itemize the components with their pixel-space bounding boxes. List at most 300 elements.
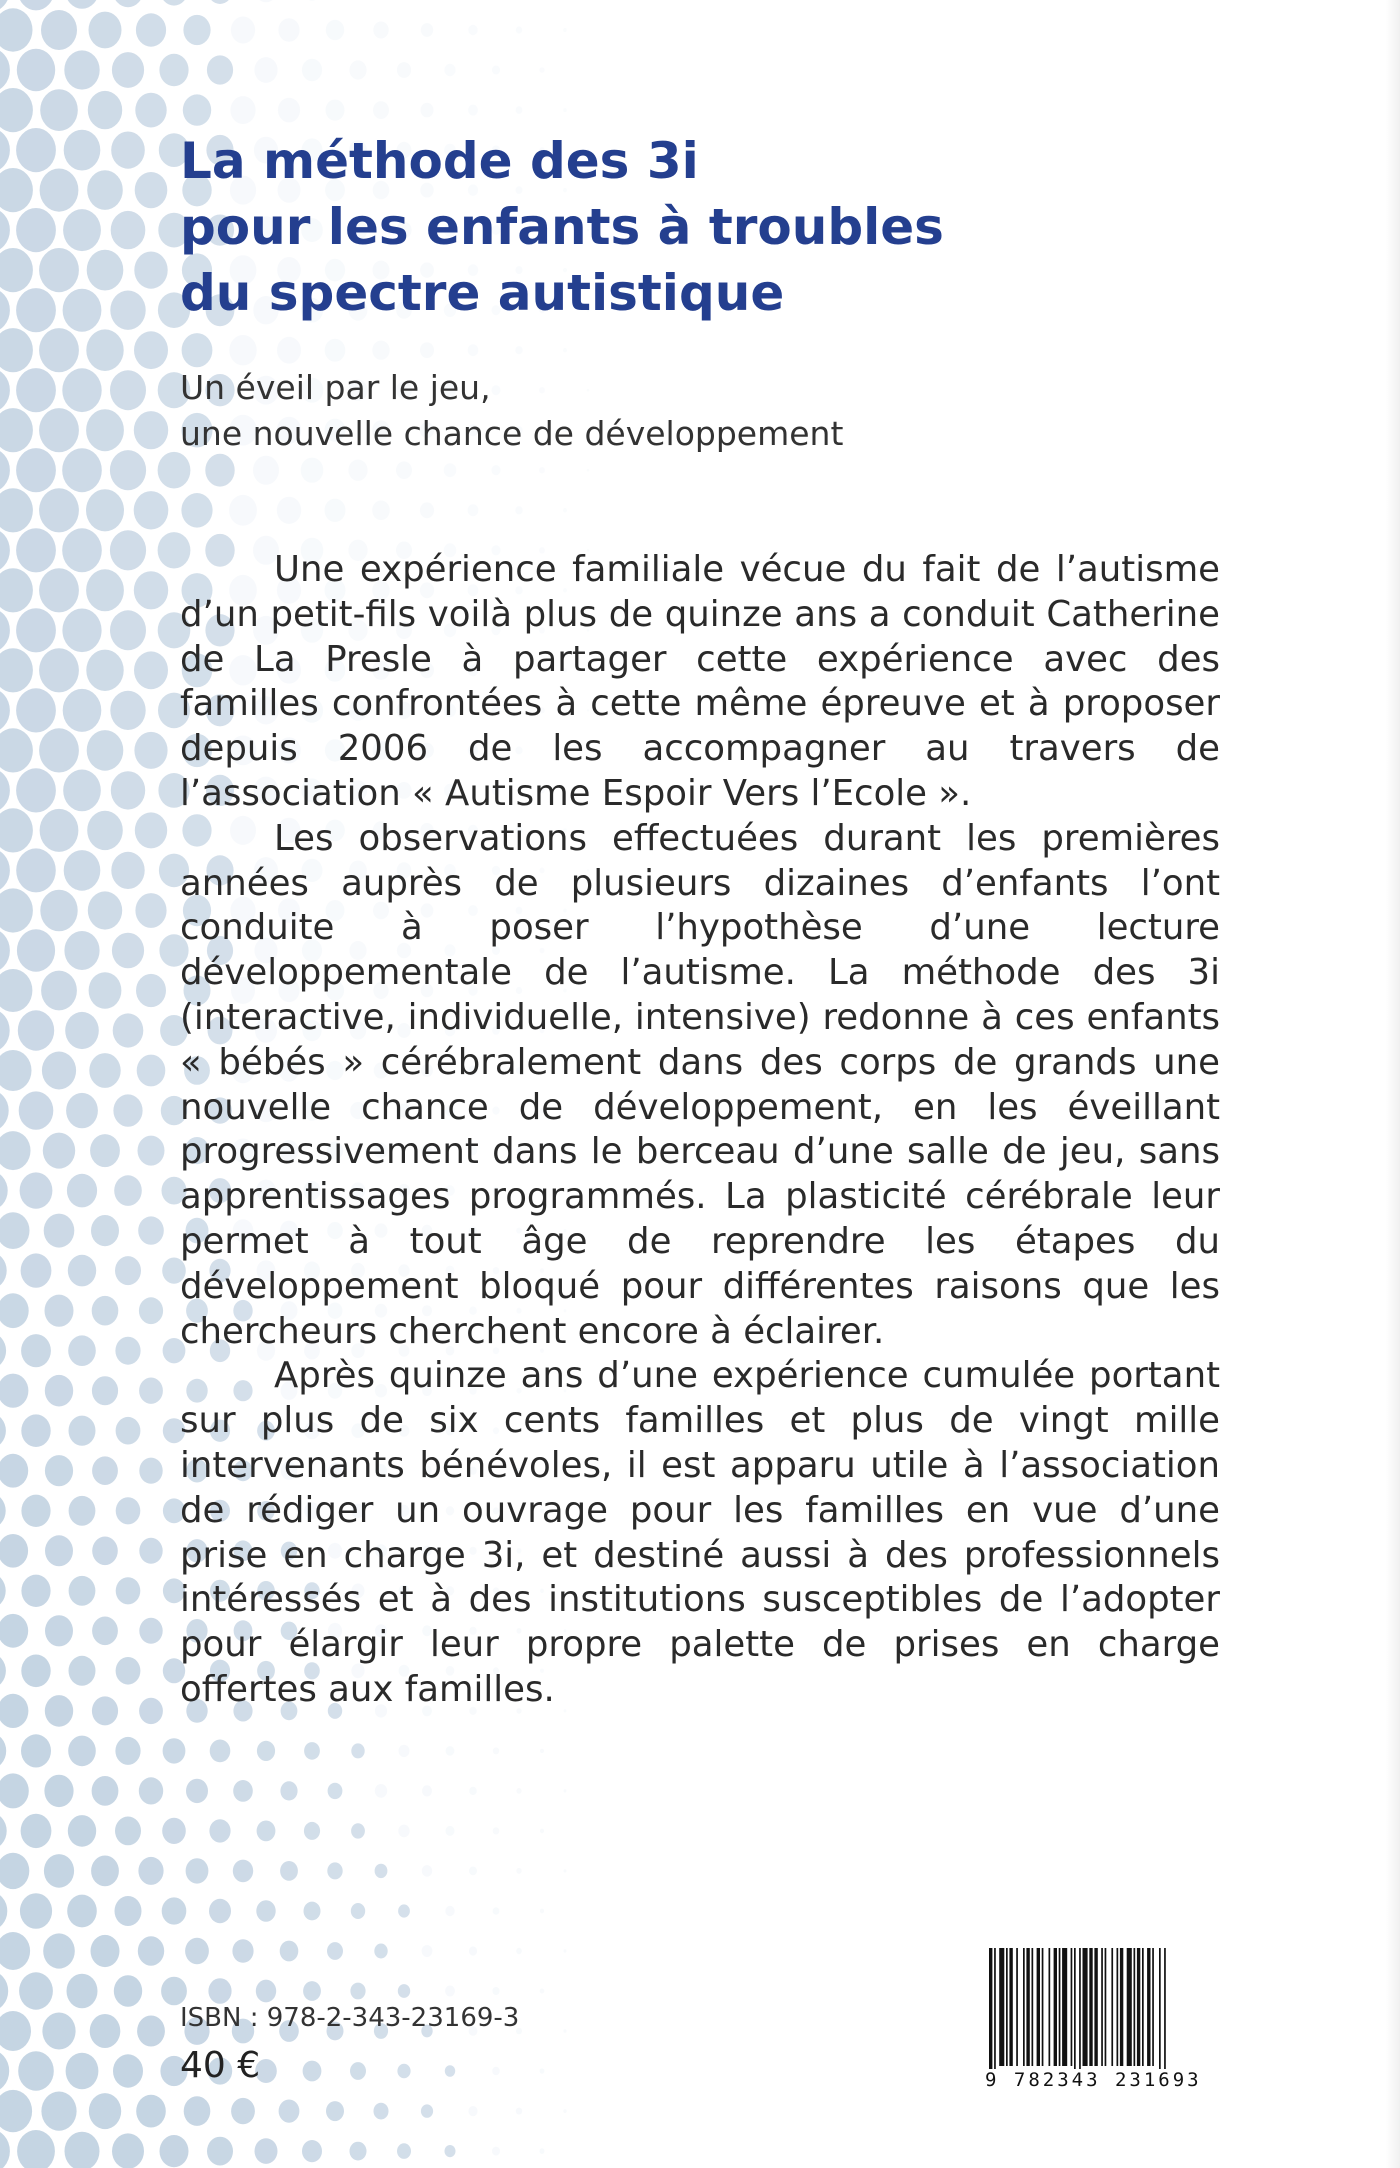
halftone-dot xyxy=(540,1909,544,1914)
barcode-bar xyxy=(1042,1948,1044,2066)
halftone-dot xyxy=(87,811,123,850)
halftone-dot xyxy=(92,1696,118,1725)
halftone-dot xyxy=(516,2108,522,2115)
halftone-dot xyxy=(39,648,79,692)
barcode-bar xyxy=(1049,1948,1051,2066)
halftone-dot xyxy=(422,1945,433,1957)
halftone-dot xyxy=(207,0,232,4)
halftone-dot xyxy=(92,1296,119,1326)
halftone-dot xyxy=(302,0,321,1)
subtitle-line: une nouvelle chance de développement xyxy=(180,414,844,453)
halftone-dot xyxy=(492,2147,500,2156)
halftone-dot xyxy=(16,688,56,732)
halftone-dot xyxy=(40,89,78,131)
halftone-dot xyxy=(563,28,567,32)
halftone-dot xyxy=(493,1827,500,1834)
halftone-dot xyxy=(45,1615,73,1646)
halftone-dot xyxy=(469,1867,477,1876)
halftone-dot xyxy=(375,1864,388,1878)
halftone-dot xyxy=(493,1907,500,1915)
barcode-bar xyxy=(1142,1948,1144,2066)
halftone-dot xyxy=(90,2014,121,2048)
halftone-dot xyxy=(21,1655,50,1688)
halftone-dot xyxy=(186,1858,209,1883)
blurb-paragraph: Les observations effectuées durant les premières années auprès de plusieurs dizaines d’enfants l’ont conduite à poser l’hypothèse d’une lecture développementale de l’autisme. La méthode des 3i (interactive, individuelle, intensive) redonne à ces enfants « bébés » cérébralement dans des corps de grands une nouvelle chance de développement, en les éveillant progressivement dans le berceau d’une salle de jeu, sans apprentissages programmés. La plasticité cérébrale leur permet à tout âge de reprendre les étapes du développement bloqué pour différentes raisons que les chercheurs cherchent encore à éclairer. xyxy=(180,817,1220,1352)
halftone-dot xyxy=(183,15,210,45)
halftone-dot xyxy=(492,2067,500,2075)
halftone-dot xyxy=(587,469,589,472)
halftone-dot xyxy=(63,689,102,732)
halftone-dot xyxy=(325,339,346,362)
halftone-dot xyxy=(515,506,522,514)
halftone-dot xyxy=(162,1897,187,1924)
halftone-dot xyxy=(233,1780,253,1802)
halftone-dot xyxy=(0,208,10,252)
halftone-dot xyxy=(540,2148,545,2154)
halftone-dot xyxy=(111,852,144,889)
halftone-dot xyxy=(257,1821,276,1842)
halftone-dot xyxy=(0,648,33,692)
halftone-dot xyxy=(350,2062,366,2080)
halftone-dot xyxy=(374,1944,387,1959)
halftone-dot xyxy=(18,0,55,10)
halftone-dot xyxy=(135,893,166,928)
halftone-dot xyxy=(162,1818,186,1844)
halftone-dot xyxy=(92,1617,118,1646)
halftone-dot xyxy=(233,1860,253,1883)
barcode-bar xyxy=(1120,1948,1123,2066)
halftone-dot xyxy=(257,1741,275,1761)
halftone-dot xyxy=(138,1936,164,1965)
halftone-dot xyxy=(373,101,389,119)
halftone-dot xyxy=(0,1534,28,1568)
halftone-dot xyxy=(396,461,412,479)
halftone-dot xyxy=(134,571,168,609)
halftone-dot xyxy=(0,848,10,892)
barcode-bar xyxy=(1062,1948,1067,2066)
halftone-dot xyxy=(231,2098,255,2124)
halftone-dot xyxy=(446,1746,455,1756)
halftone-dot xyxy=(64,130,101,171)
halftone-dot xyxy=(138,1857,163,1885)
halftone-dot xyxy=(375,1784,387,1798)
halftone-dot xyxy=(0,1892,7,1931)
halftone-dot xyxy=(230,96,255,124)
halftone-dot xyxy=(87,170,123,210)
halftone-dot xyxy=(185,1938,209,1964)
halftone-dot xyxy=(468,25,477,35)
halftone-dot xyxy=(69,1416,96,1446)
book-title xyxy=(180,128,944,326)
halftone-dot xyxy=(115,1896,142,1926)
halftone-dot xyxy=(468,105,478,116)
halftone-dot xyxy=(16,848,56,892)
halftone-dot xyxy=(136,2095,166,2128)
halftone-dot xyxy=(183,94,211,125)
halftone-dot xyxy=(89,1053,120,1088)
halftone-dot xyxy=(0,2011,31,2051)
halftone-dot xyxy=(63,289,102,332)
blurb xyxy=(180,548,1220,1713)
halftone-dot xyxy=(208,1978,231,2004)
halftone-dot xyxy=(0,1694,28,1728)
halftone-dot xyxy=(540,1749,544,1753)
halftone-dot xyxy=(0,1090,9,1131)
price: 40 € xyxy=(180,2045,261,2086)
page-edge-shadow xyxy=(1386,0,1400,2168)
halftone-dot xyxy=(184,2096,211,2126)
halftone-dot xyxy=(86,409,124,451)
halftone-dot xyxy=(86,650,123,691)
halftone-dot xyxy=(350,1983,365,2000)
halftone-dot xyxy=(0,1773,29,1808)
halftone-dot xyxy=(39,328,79,372)
halftone-dot xyxy=(20,1172,53,1208)
halftone-dot xyxy=(0,528,10,572)
halftone-dot xyxy=(63,770,101,812)
halftone-dot xyxy=(278,98,300,123)
halftone-dot xyxy=(17,2130,55,2168)
halftone-dot xyxy=(43,1133,75,1169)
halftone-dot xyxy=(207,2137,233,2166)
halftone-dot xyxy=(0,1971,8,2011)
halftone-dot xyxy=(0,928,10,972)
halftone-dot xyxy=(64,931,99,970)
barcode-bar xyxy=(1094,1948,1097,2066)
halftone-dot xyxy=(277,497,301,524)
halftone-dot xyxy=(205,454,234,487)
halftone-dot xyxy=(255,0,277,2)
halftone-dot xyxy=(0,568,33,612)
halftone-dot xyxy=(110,691,145,730)
halftone-dot xyxy=(137,1055,166,1087)
halftone-dot xyxy=(21,1414,50,1447)
halftone-dot xyxy=(564,1869,567,1872)
halftone-dot xyxy=(0,1413,6,1448)
halftone-dot xyxy=(397,2064,410,2079)
halftone-dot xyxy=(0,128,10,172)
barcode-bar xyxy=(1134,1948,1136,2066)
halftone-dot xyxy=(327,1862,342,1879)
halftone-dot xyxy=(41,10,77,50)
halftone-dot xyxy=(372,341,389,360)
barcode-bar xyxy=(1127,1948,1132,2066)
halftone-dot xyxy=(112,2133,144,2168)
halftone-dot xyxy=(0,368,10,412)
halftone-dot xyxy=(111,132,145,169)
halftone-dot xyxy=(42,1052,76,1090)
title-line: pour les enfants à troubles xyxy=(180,198,944,256)
halftone-dot xyxy=(326,2101,344,2121)
halftone-dot xyxy=(139,1297,163,1324)
barcode-bar xyxy=(1101,1948,1103,2066)
halftone-dot xyxy=(39,408,79,452)
halftone-dot xyxy=(302,2140,322,2162)
halftone-dot xyxy=(256,1900,275,1922)
halftone-dot xyxy=(516,1788,521,1794)
halftone-dot xyxy=(515,346,522,354)
barcode-bar xyxy=(1105,1948,1107,2066)
halftone-dot xyxy=(280,1861,298,1881)
halftone-dot xyxy=(564,1949,567,1952)
barcode-bar xyxy=(1059,1948,1061,2066)
halftone-dot xyxy=(89,972,122,1009)
halftone-dot xyxy=(139,1777,163,1804)
barcode-bar xyxy=(989,1948,992,2070)
halftone-dot xyxy=(64,850,101,891)
halftone-dot xyxy=(45,1695,73,1727)
halftone-dot xyxy=(113,1094,142,1126)
halftone-dot xyxy=(0,408,33,452)
halftone-dot xyxy=(0,1171,8,1210)
halftone-dot xyxy=(112,933,144,969)
halftone-dot xyxy=(64,50,99,89)
halftone-dot xyxy=(65,2132,100,2168)
halftone-dot xyxy=(0,1733,6,1769)
title-line: du spectre autistique xyxy=(180,264,785,322)
barcode-bar xyxy=(994,1948,996,2070)
halftone-dot xyxy=(44,1775,73,1807)
halftone-dot xyxy=(138,1216,164,1244)
halftone-dot xyxy=(86,569,124,611)
halftone-dot xyxy=(0,2050,9,2093)
halftone-dot xyxy=(397,62,411,78)
halftone-dot xyxy=(278,18,299,42)
halftone-dot xyxy=(63,209,101,251)
halftone-dot xyxy=(540,2068,545,2073)
halftone-dot xyxy=(516,1868,521,1874)
halftone-dot xyxy=(182,333,213,367)
halftone-dot xyxy=(0,2090,32,2132)
barcode-bars xyxy=(985,1948,1225,2070)
halftone-dot xyxy=(69,1576,96,1606)
halftone-dot xyxy=(16,208,56,252)
halftone-dot xyxy=(136,974,166,1007)
halftone-dot xyxy=(44,1214,75,1248)
halftone-dot xyxy=(0,8,33,51)
halftone-dot xyxy=(115,1256,141,1285)
halftone-dot xyxy=(18,2051,54,2091)
halftone-dot xyxy=(0,1573,6,1608)
halftone-dot xyxy=(372,501,390,521)
halftone-dot xyxy=(516,1948,522,1954)
halftone-dot xyxy=(0,969,32,1012)
halftone-dot xyxy=(422,1865,432,1877)
halftone-dot xyxy=(328,1783,343,1799)
halftone-dot xyxy=(398,1904,410,1917)
halftone-dot xyxy=(62,528,102,572)
halftone-dot xyxy=(304,1822,320,1840)
halftone-dot xyxy=(563,2029,566,2033)
halftone-dot xyxy=(444,64,455,76)
barcode-bar xyxy=(1147,1948,1150,2066)
halftone-dot xyxy=(0,1932,30,1970)
halftone-dot xyxy=(40,169,79,212)
halftone-dot xyxy=(43,1933,75,1968)
halftone-dot xyxy=(229,335,256,365)
halftone-dot xyxy=(563,2109,566,2113)
barcode-bar xyxy=(1037,1948,1040,2066)
halftone-dot xyxy=(0,1293,29,1328)
halftone-dot xyxy=(209,1899,231,1923)
barcode-bar xyxy=(1111,1948,1113,2066)
halftone-dot xyxy=(350,2142,367,2161)
halftone-dot xyxy=(280,1941,299,1962)
halftone-dot xyxy=(40,890,77,932)
barcode-bar xyxy=(1026,1948,1029,2066)
halftone-dot xyxy=(256,1980,276,2003)
barcode-bar xyxy=(1137,1948,1140,2066)
halftone-dot xyxy=(399,1745,410,1757)
halftone-dot xyxy=(39,568,79,612)
halftone-dot xyxy=(135,172,168,208)
halftone-dot xyxy=(445,2065,455,2077)
halftone-dot xyxy=(40,809,79,852)
halftone-dot xyxy=(0,808,33,852)
halftone-dot xyxy=(90,1134,120,1167)
halftone-dot xyxy=(16,288,56,332)
halftone-dot xyxy=(16,528,56,572)
halftone-dot xyxy=(492,1987,499,1995)
halftone-dot xyxy=(62,609,101,653)
halftone-dot xyxy=(134,252,167,289)
halftone-dot xyxy=(253,456,279,485)
halftone-dot xyxy=(0,1812,7,1849)
halftone-dot xyxy=(0,1653,6,1688)
halftone-dot xyxy=(0,88,33,132)
halftone-dot xyxy=(112,52,144,88)
halftone-dot xyxy=(232,1939,253,1963)
halftone-dot xyxy=(134,411,168,449)
halftone-dot xyxy=(0,728,33,772)
halftone-dot xyxy=(468,344,479,356)
halftone-dot xyxy=(351,1903,365,1919)
halftone-dot xyxy=(19,1091,54,1129)
halftone-dot xyxy=(0,1493,6,1528)
subtitle-line: Un éveil par le jeu, xyxy=(180,368,491,407)
halftone-dot xyxy=(45,1455,73,1486)
halftone-dot xyxy=(516,26,522,33)
halftone-dot xyxy=(254,57,277,83)
halftone-dot xyxy=(92,1537,118,1566)
halftone-dot xyxy=(445,1986,455,1997)
halftone-dot xyxy=(303,1981,321,2001)
halftone-dot xyxy=(134,331,168,369)
halftone-dot xyxy=(445,1906,454,1916)
halftone-dot xyxy=(0,1050,32,1091)
halftone-dot xyxy=(420,342,434,358)
halftone-dot xyxy=(468,504,479,516)
halftone-dot xyxy=(67,1895,97,1928)
halftone-dot xyxy=(398,1984,410,1998)
halftone-dot xyxy=(113,2054,143,2087)
halftone-dot xyxy=(563,108,567,112)
halftone-dot xyxy=(0,2129,10,2168)
halftone-dot xyxy=(45,1375,73,1407)
halftone-dot xyxy=(0,248,33,292)
halftone-dot xyxy=(373,22,388,39)
halftone-dot xyxy=(67,1174,97,1208)
halftone-dot xyxy=(397,2143,411,2159)
halftone-dot xyxy=(116,1417,141,1445)
halftone-dot xyxy=(398,1825,409,1838)
halftone-dot xyxy=(348,460,367,481)
halftone-dot xyxy=(39,728,79,772)
halftone-dot xyxy=(45,1295,74,1327)
halftone-dot xyxy=(66,2053,99,2090)
halftone-dot xyxy=(89,12,122,49)
barcode-bar xyxy=(1016,1948,1018,2066)
halftone-dot xyxy=(303,2061,322,2082)
halftone-dot xyxy=(0,1614,28,1648)
halftone-dot xyxy=(116,1577,141,1604)
halftone-dot xyxy=(421,103,434,117)
halftone-dot xyxy=(42,2013,75,2050)
halftone-dot xyxy=(65,0,99,9)
halftone-dot xyxy=(351,1823,365,1838)
halftone-dot xyxy=(111,771,145,809)
halftone-dot xyxy=(62,448,102,492)
halftone-dot xyxy=(115,1337,140,1365)
barcode-bar xyxy=(1089,1948,1092,2066)
halftone-dot xyxy=(92,1376,118,1405)
halftone-dot xyxy=(564,1789,567,1792)
halftone-dot xyxy=(16,368,56,412)
halftone-dot xyxy=(92,1776,119,1806)
halftone-dot xyxy=(163,1738,186,1763)
halftone-dot xyxy=(0,768,10,812)
halftone-dot xyxy=(420,502,434,518)
barcode-bar xyxy=(1083,1948,1088,2066)
halftone-dot xyxy=(21,1253,52,1287)
title-line: La méthode des 3i xyxy=(180,132,699,190)
halftone-dot xyxy=(209,1819,230,1842)
halftone-dot xyxy=(491,465,500,475)
halftone-dot xyxy=(134,651,168,689)
halftone-dot xyxy=(17,929,55,971)
halftone-dot xyxy=(444,463,457,477)
halftone-dot xyxy=(0,608,10,652)
barcode-bar xyxy=(1117,1948,1119,2066)
halftone-dot xyxy=(0,1454,28,1488)
barcode-bar xyxy=(1054,1948,1057,2066)
halftone-dot xyxy=(45,1535,73,1566)
halftone-dot xyxy=(563,348,567,352)
halftone-dot xyxy=(87,250,124,291)
halftone-dot xyxy=(21,1814,52,1848)
halftone-dot xyxy=(135,812,167,848)
halftone-dot xyxy=(21,1495,50,1527)
barcode-digits: 9 782343 231693 xyxy=(985,2069,1225,2091)
halftone-dot xyxy=(86,489,124,531)
halftone-dot xyxy=(229,495,257,526)
halftone-dot xyxy=(92,1456,118,1485)
halftone-dot xyxy=(139,1618,162,1644)
halftone-dot xyxy=(468,2106,477,2116)
halftone-dot xyxy=(0,168,33,212)
halftone-dot xyxy=(44,1854,74,1888)
halftone-dot xyxy=(115,1817,141,1846)
halftone-dot xyxy=(68,1736,96,1767)
halftone-dot xyxy=(16,448,56,492)
halftone-dot xyxy=(326,20,344,40)
halftone-dot xyxy=(68,1255,96,1287)
halftone-dot xyxy=(160,2135,189,2167)
halftone-dot xyxy=(0,1212,30,1249)
halftone-dot xyxy=(161,1977,187,2006)
halftone-dot xyxy=(540,1829,544,1834)
halftone-dot xyxy=(91,1856,119,1887)
